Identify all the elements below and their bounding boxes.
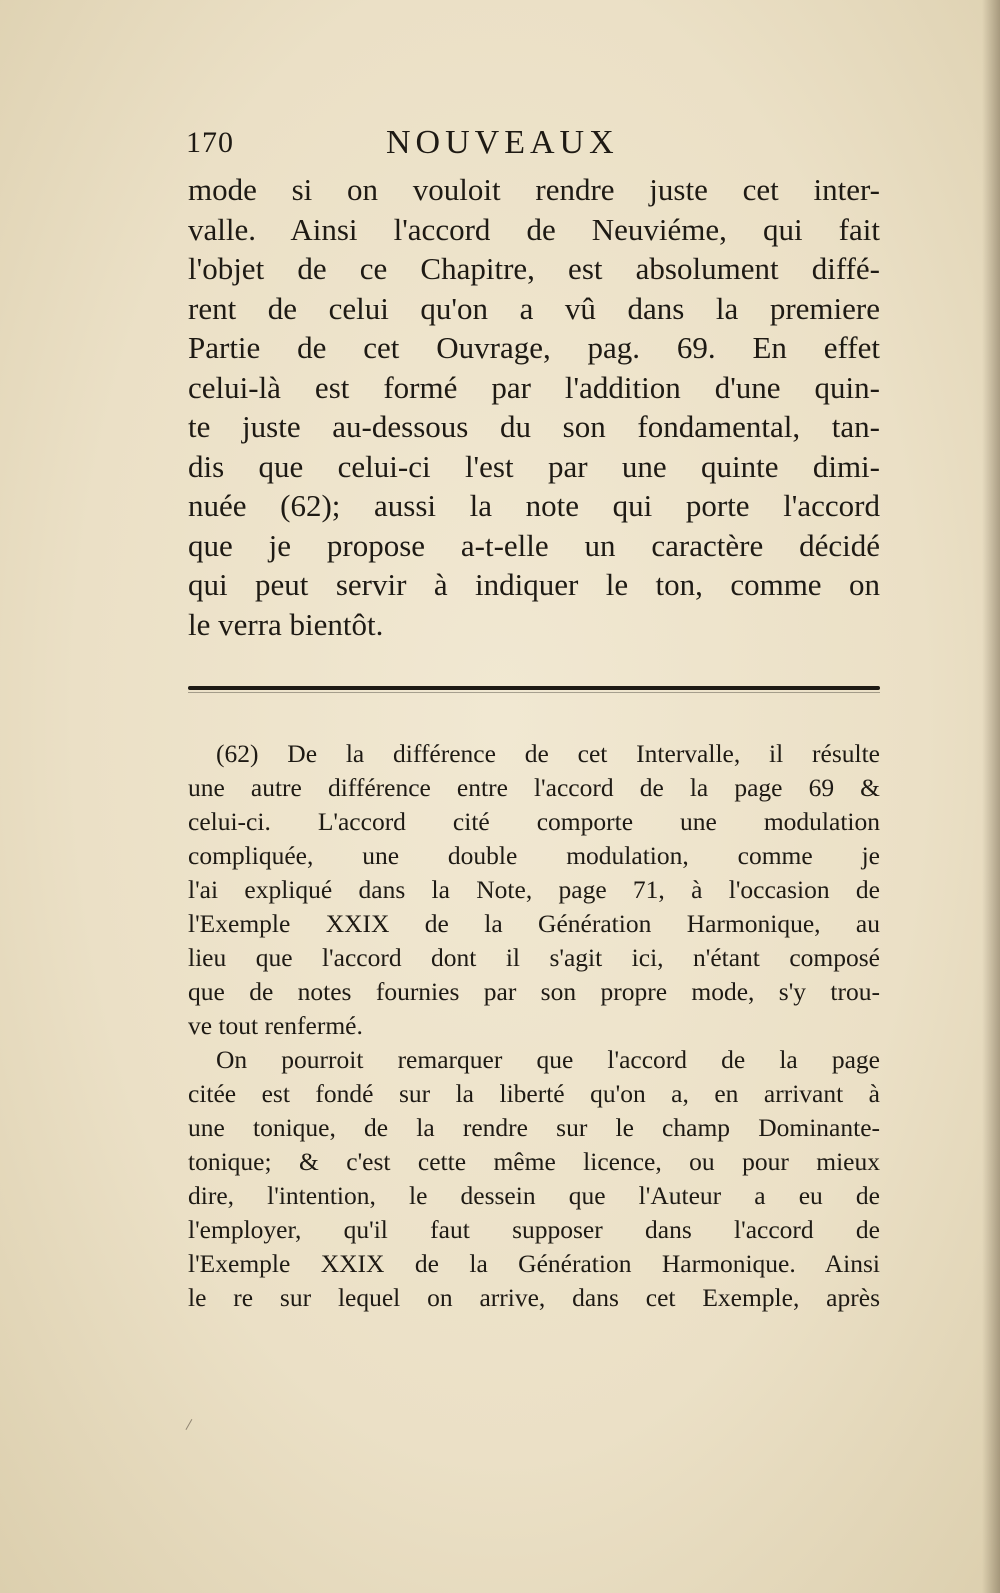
note-line: dire, l'intention, le dessein que l'Auteur a eu de xyxy=(188,1181,880,1210)
note-line: compliquée, une double modulation, comme je xyxy=(188,841,880,870)
note-line: On pourroit remarquer que l'accord de la page xyxy=(216,1045,880,1074)
text-line: valle. Ainsi l'accord de Neuviéme, qui fait xyxy=(188,211,880,247)
text-line: Partie de cet Ouvrage, pag. 69. En effet xyxy=(188,330,880,365)
text-line: le verra bientôt. xyxy=(188,606,384,642)
text-line: dis que celui-ci l'est par une quinte dimi- xyxy=(188,448,880,484)
note-line: que de notes fournies par son propre mode, s'y trou- xyxy=(188,977,880,1006)
text-line: l'objet de ce Chapitre, est absolument diffé- xyxy=(188,251,880,286)
note-line: l'Exemple XXIX de la Génération Harmonique, au xyxy=(188,909,880,938)
note-line: l'employer, qu'il faut supposer dans l'accord de xyxy=(188,1215,880,1244)
note-line: l'ai expliqué dans la Note, page 71, à l'occasion de xyxy=(188,875,880,904)
note-line: citée est fondé sur la liberté qu'on a, en arrivant à xyxy=(188,1079,880,1108)
text-line: rent de celui qu'on a vû dans la premiere xyxy=(188,290,880,326)
note-line: une autre différence entre l'accord de la page 69 & xyxy=(188,773,880,802)
footnote-separator-rule-shadow xyxy=(188,692,880,693)
text-line: nuée (62); aussi la note qui porte l'accord xyxy=(188,488,880,523)
main-text xyxy=(188,170,880,644)
text-line: celui-là est formé par l'addition d'une quin- xyxy=(188,369,880,405)
footnote-separator-rule xyxy=(188,686,880,690)
page-number: 170 xyxy=(186,126,234,159)
text-line: qui peut servir à indiquer le ton, comme on xyxy=(188,567,880,602)
page-edge-shadow xyxy=(982,0,1000,1593)
note-line: celui-ci. L'accord cité comporte une modulation xyxy=(188,807,880,836)
note-line: une tonique, de la rendre sur le champ Dominante- xyxy=(188,1113,880,1142)
note-line: ve tout renfermé. xyxy=(188,1011,363,1040)
note-line: (62) De la différence de cet Intervalle, il résulte xyxy=(216,739,880,768)
note-line: lieu que l'accord dont il s'agit ici, n'étant composé xyxy=(188,943,880,972)
page-header xyxy=(186,126,706,170)
text-line: que je propose a-t-elle un caractère décidé xyxy=(188,527,880,563)
footnotes xyxy=(188,737,880,1315)
note-line: le re sur lequel on arrive, dans cet Exemple, après xyxy=(188,1283,880,1312)
note-line: l'Exemple XXIX de la Génération Harmonique. Ainsi xyxy=(188,1249,880,1278)
running-head: NOUVEAUX xyxy=(386,124,619,161)
text-line: mode si on vouloit rendre juste cet inter- xyxy=(188,172,880,207)
note-line: tonique; & c'est cette même licence, ou pour mieux xyxy=(188,1147,880,1176)
text-line: te juste au-dessous du son fondamental, tan- xyxy=(188,409,880,444)
pencil-mark xyxy=(185,1419,197,1433)
